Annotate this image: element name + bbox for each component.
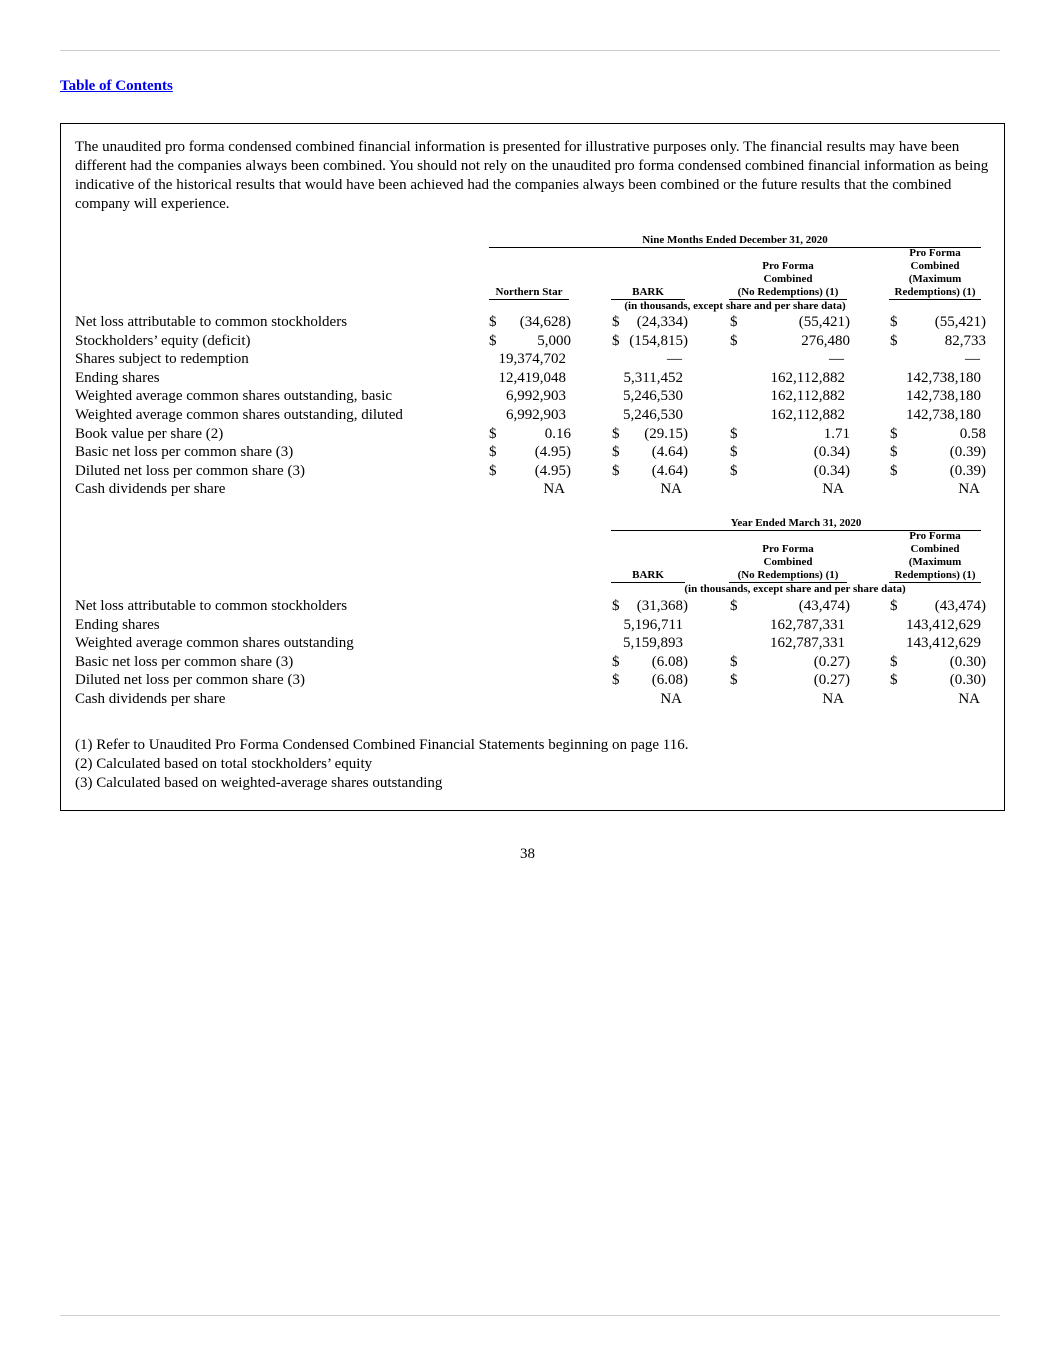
- table-cell: (6.08): [651, 653, 688, 670]
- currency-symbol: $: [730, 672, 738, 689]
- currency-symbol: $: [890, 425, 898, 442]
- currency-symbol: $: [890, 462, 898, 479]
- table2-period-header: Year Ended March 31, 2020: [611, 517, 981, 531]
- currency-symbol: $: [612, 653, 620, 670]
- footnote-3: (3) Calculated based on weighted-average shares outstanding: [75, 775, 443, 791]
- currency-symbol: $: [489, 425, 497, 442]
- table-cell: 162,112,882: [770, 369, 845, 386]
- table-cell: 5,000: [537, 332, 571, 349]
- table2-units-note: (in thousands, except share and per share data): [684, 583, 906, 595]
- table2-col-no-redemptions: [729, 543, 847, 583]
- intro-paragraph: The unaudited pro forma condensed combined financial information is presented for illustrative purposes only. The financial results may have been different had the companies always been combined. You should not rely on the unaudited pro forma condensed combined financial information as being indicative of the historical results that would have been achieved had the companies always been combined or the future results that the combined company will experience.: [75, 139, 989, 212]
- header-line: Combined: [763, 273, 813, 285]
- table-cell: (154,815): [629, 332, 688, 349]
- table-cell: 162,787,331: [770, 635, 845, 652]
- table-cell: (0.27): [813, 653, 850, 670]
- row-label: Weighted average common shares outstanding, basic: [75, 388, 393, 405]
- row-label: Basic net loss per common share (3): [75, 653, 294, 670]
- row-label: Weighted average common shares outstanding: [75, 635, 354, 652]
- table-cell: NA: [958, 481, 980, 498]
- table-cell: NA: [822, 481, 844, 498]
- row-label: Shares subject to redemption: [75, 351, 249, 368]
- table1-col-northern-star: Northern Star: [489, 286, 569, 300]
- row-label: Ending shares: [75, 616, 160, 633]
- currency-symbol: $: [612, 462, 620, 479]
- header-line: Redemptions) (1): [894, 286, 976, 298]
- table-cell: 142,738,180: [906, 388, 981, 405]
- table1-period-header: Nine Months Ended December 31, 2020: [489, 234, 981, 248]
- table-cell: NA: [660, 481, 682, 498]
- row-label: Net loss attributable to common stockholders: [75, 598, 348, 614]
- row-label: Cash dividends per share: [75, 691, 226, 707]
- footnote-1: (1) Refer to Unaudited Pro Forma Condensed Combined Financial Statements beginning on page 116.: [75, 737, 689, 753]
- table-cell: 5,246,530: [623, 388, 683, 405]
- table1-col-bark: BARK: [611, 286, 685, 300]
- currency-symbol: $: [890, 332, 898, 349]
- currency-symbol: $: [730, 653, 738, 670]
- header-line: (Maximum: [908, 273, 962, 285]
- table-cell: NA: [958, 691, 980, 707]
- currency-symbol: $: [890, 314, 898, 330]
- currency-symbol: $: [612, 314, 620, 330]
- table-cell: 143,412,629: [906, 635, 981, 652]
- table-cell: (29.15): [644, 425, 688, 442]
- table-cell: 0.58: [959, 425, 986, 442]
- header-line: (No Redemptions) (1): [737, 569, 839, 581]
- table-cell: (43,474): [934, 598, 986, 614]
- content-box: [60, 123, 1005, 811]
- table-cell: (31,368): [636, 598, 688, 614]
- table2-col-max-redemptions: [889, 530, 981, 583]
- header-line: (Maximum: [908, 556, 962, 568]
- table-of-contents-link[interactable]: Table of Contents: [60, 78, 173, 94]
- row-label: Weighted average common shares outstanding, diluted: [75, 407, 403, 423]
- table-cell: 12,419,048: [498, 369, 566, 386]
- table-cell: (4.95): [534, 462, 571, 479]
- currency-symbol: $: [489, 332, 497, 349]
- table-cell: NA: [660, 691, 682, 707]
- currency-symbol: $: [489, 462, 497, 479]
- currency-symbol: $: [612, 332, 620, 349]
- table-cell: 142,738,180: [906, 407, 981, 423]
- header-line: Pro Forma: [909, 530, 961, 542]
- currency-symbol: $: [730, 332, 738, 349]
- table-cell: 19,374,702: [498, 351, 566, 368]
- table-cell: (4.95): [534, 444, 571, 461]
- table-cell: —: [829, 351, 844, 368]
- row-label: Ending shares: [75, 369, 160, 386]
- table-cell: 142,738,180: [906, 369, 981, 386]
- table-cell: (0.30): [949, 653, 986, 670]
- bottom-divider: [60, 1315, 1000, 1316]
- table-cell: 1.71: [823, 425, 850, 442]
- top-divider: [60, 50, 1000, 51]
- table-cell: 5,246,530: [623, 407, 683, 423]
- table-cell: NA: [822, 691, 844, 707]
- table1-col-max-redemptions: [889, 247, 981, 300]
- table-cell: 162,112,882: [770, 388, 845, 405]
- table-cell: 6,992,903: [506, 407, 566, 423]
- table-cell: 162,112,882: [770, 407, 845, 423]
- row-label: Diluted net loss per common share (3): [75, 462, 305, 479]
- header-line: Redemptions) (1): [894, 569, 976, 581]
- currency-symbol: $: [612, 672, 620, 689]
- currency-symbol: $: [890, 444, 898, 461]
- header-line: Combined: [910, 543, 960, 555]
- header-line: Pro Forma: [762, 260, 814, 272]
- table2-col-bark: BARK: [611, 569, 685, 583]
- table-cell: (0.39): [949, 462, 986, 479]
- currency-symbol: $: [890, 598, 898, 614]
- currency-symbol: $: [890, 672, 898, 689]
- row-label: Book value per share (2): [75, 425, 224, 442]
- currency-symbol: $: [612, 425, 620, 442]
- currency-symbol: $: [730, 425, 738, 442]
- table-cell: 162,787,331: [770, 616, 845, 633]
- table-cell: (24,334): [636, 314, 688, 330]
- header-line: Pro Forma: [762, 543, 814, 555]
- currency-symbol: $: [489, 314, 497, 330]
- header-line: Combined: [763, 556, 813, 568]
- table-cell: 5,311,452: [623, 369, 683, 386]
- table-cell: (0.30): [949, 672, 986, 689]
- currency-symbol: $: [730, 462, 738, 479]
- table-cell: 276,480: [801, 332, 850, 349]
- currency-symbol: $: [489, 444, 497, 461]
- currency-symbol: $: [730, 598, 738, 614]
- table-cell: (55,421): [934, 314, 986, 330]
- currency-symbol: $: [612, 598, 620, 614]
- table-cell: (0.34): [813, 444, 850, 461]
- row-label: Diluted net loss per common share (3): [75, 672, 305, 689]
- table-cell: 5,159,893: [623, 635, 683, 652]
- table-cell: —: [965, 351, 980, 368]
- table-cell: (0.27): [813, 672, 850, 689]
- table-cell: (43,474): [798, 598, 850, 614]
- currency-symbol: $: [730, 314, 738, 330]
- page-number: 38: [520, 846, 535, 862]
- table-cell: (0.39): [949, 444, 986, 461]
- row-label: Basic net loss per common share (3): [75, 444, 294, 461]
- row-label: Stockholders’ equity (deficit): [75, 332, 251, 349]
- table-cell: 0.16: [544, 425, 571, 442]
- table1-col-no-redemptions: [729, 260, 847, 300]
- footnote-2: (2) Calculated based on total stockholders’ equity: [75, 756, 373, 772]
- table-cell: 82,733: [944, 332, 986, 349]
- table-cell: (55,421): [798, 314, 850, 330]
- header-line: (No Redemptions) (1): [737, 286, 839, 298]
- row-label: Net loss attributable to common stockholders: [75, 314, 348, 330]
- table-cell: (6.08): [651, 672, 688, 689]
- currency-symbol: $: [730, 444, 738, 461]
- table-cell: (4.64): [651, 462, 688, 479]
- table-cell: 6,992,903: [506, 388, 566, 405]
- table-cell: NA: [543, 481, 565, 498]
- row-label: Cash dividends per share: [75, 481, 226, 498]
- currency-symbol: $: [612, 444, 620, 461]
- header-line: Pro Forma: [909, 247, 961, 259]
- table-cell: (4.64): [651, 444, 688, 461]
- table-cell: —: [667, 351, 682, 368]
- currency-symbol: $: [890, 653, 898, 670]
- table-cell: 5,196,711: [623, 616, 683, 633]
- table-cell: 143,412,629: [906, 616, 981, 633]
- table-cell: (34,628): [519, 314, 571, 330]
- table-cell: (0.34): [813, 462, 850, 479]
- header-line: Combined: [910, 260, 960, 272]
- table1-units-note: (in thousands, except share and per share data): [624, 300, 846, 312]
